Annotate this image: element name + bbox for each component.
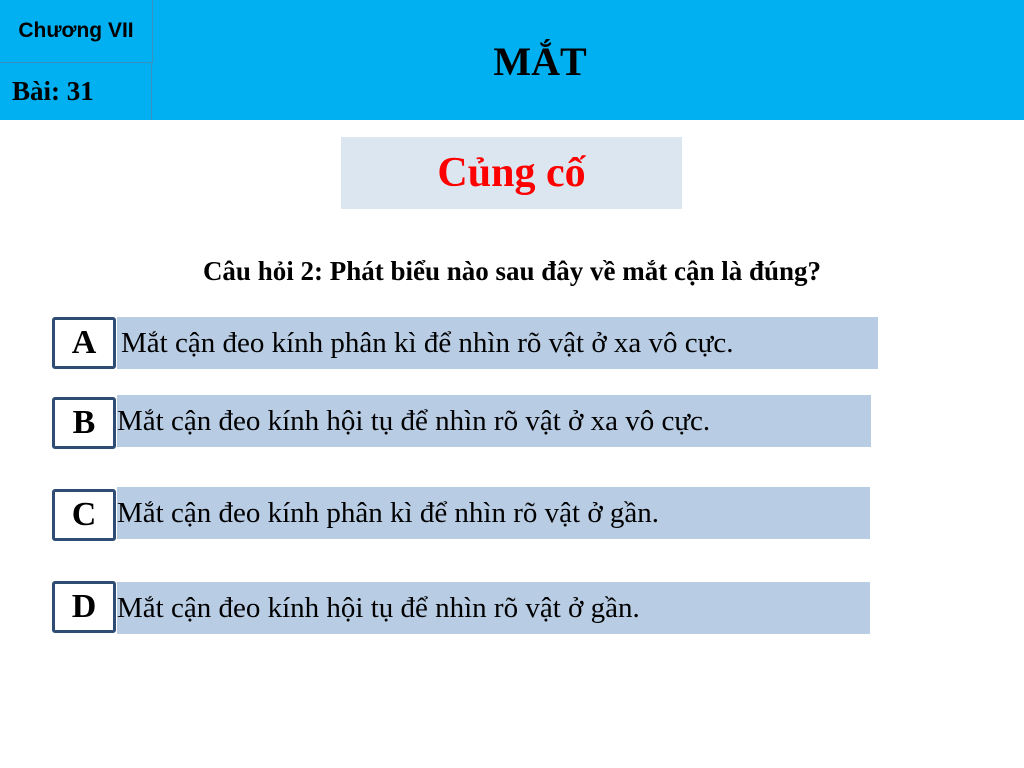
option-b-text: Mắt cận đeo kính hội tụ để nhìn rõ vật ở xa vô cực. [117,404,711,437]
option-b-button[interactable] [52,397,116,449]
option-d-answer[interactable] [117,582,870,634]
section-heading-box [341,137,682,209]
header-bar [0,0,1024,120]
lesson-box [0,63,152,120]
chapter-label: Chương VII [18,19,134,42]
option-c-answer[interactable] [117,487,870,539]
lesson-label: Bài: 31 [12,76,94,106]
option-a-letter: A [71,324,97,361]
option-a-button[interactable] [52,317,116,369]
option-d-text: Mắt cận đeo kính hội tụ để nhìn rõ vật ở gần. [117,591,640,624]
option-c-letter: C [71,496,97,533]
option-b-answer[interactable] [117,395,871,447]
option-d-button[interactable] [52,581,116,633]
chapter-box [0,0,153,63]
option-b-letter: B [72,404,96,441]
section-heading: Củng cố [437,150,586,196]
option-c-button[interactable] [52,489,116,541]
question-text: Câu hỏi 2: Phát biểu nào sau đây về mắt cận là đúng? [202,256,822,286]
page-title: MẮT [493,39,587,84]
option-d-letter: D [71,588,97,625]
option-a-text: Mắt cận đeo kính phân kì để nhìn rõ vật ở xa vô cực. [121,326,734,359]
option-c-text: Mắt cận đeo kính phân kì để nhìn rõ vật ở gần. [117,496,660,529]
option-a-answer[interactable] [117,317,878,369]
